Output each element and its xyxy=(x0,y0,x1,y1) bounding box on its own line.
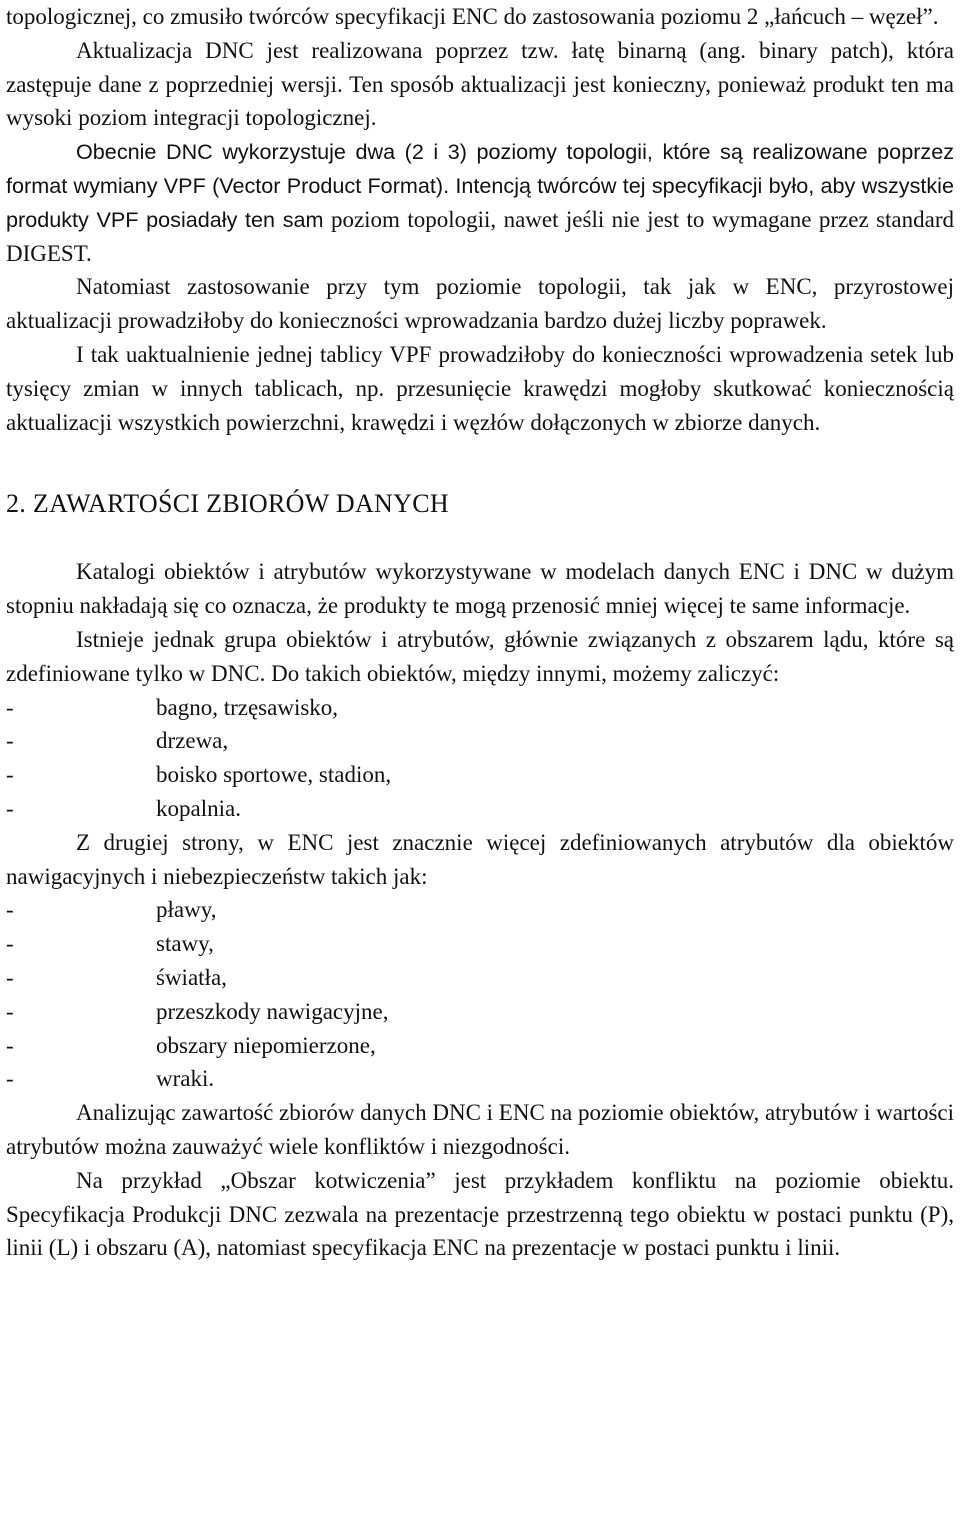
paragraph-intro-3 xyxy=(6,135,954,270)
list-item: - boisko sportowe, stadion, xyxy=(6,762,392,788)
paragraph-intro-4: Natomiast zastosowanie przy tym poziomie topologii, tak jak w ENC, przyrostowej aktualizacji prowadziłoby do konieczności wprowadzania bardzo dużej liczby poprawek. xyxy=(6,274,954,334)
section-heading: 2. ZAWARTOŚCI ZBIORÓW DANYCH xyxy=(6,489,449,519)
paragraph-intro-5: I tak uaktualnienie jednej tablicy VPF prowadziłoby do konieczności wprowadzenia setek lub tysięcy zmian w innych tablicach, np. przesunięcie krawędzi mogłoby skutkować koniecznością aktualizacji wszystkich powierzchni, krawędzi i węzłów dołączonych w zbiorze danych. xyxy=(6,341,954,435)
paragraph-section-3: Z drugiej strony, w ENC jest znacznie więcej zdefiniowanych atrybutów dla obiektów nawigacyjnych i niebezpieczeństw takich jak: xyxy=(6,829,954,889)
paragraph-section-5: Na przykład „Obszar kotwiczenia” jest przykładem konfliktu na poziomie obiektu. Specyfikacja Produkcji DNC zezwala na prezentacje przestrzenną tego obiektu w postaci punktu (P), linii (L) i obszaru (A), natomiast specyfikacja ENC na prezentacje w postaci punktu i linii. xyxy=(6,1167,954,1261)
paragraph-intro-3-serif: poziom topologii, nawet jeśli nie jest to wymagane przez standard DIGEST. xyxy=(6,206,954,266)
list-item: - stawy, xyxy=(6,931,214,957)
paragraph-section-2: Istnieje jednak grupa obiektów i atrybutów, głównie związanych z obszarem lądu, które są zdefiniowane tylko w DNC. Do takich obiektów, między innymi, możemy zaliczyć: xyxy=(6,626,954,686)
document-page xyxy=(6,0,954,1265)
list-item: - drzewa, xyxy=(6,728,229,754)
list-item: - pławy, xyxy=(6,897,217,923)
list-item: - bagno, trzęsawisko, xyxy=(6,694,339,720)
list-item: - światła, xyxy=(6,964,227,990)
paragraph-intro-1: topologicznej, co zmusiło twórców specyfikacji ENC do zastosowania poziomu 2 „łańcuch – węzeł”. xyxy=(6,4,939,29)
list-item: - przeszkody nawigacyjne, xyxy=(6,998,389,1024)
paragraph-intro-3-sans: Obecnie DNC wykorzystuje dwa (2 i 3) poziomy topologii, które są realizowane poprzez format wymiany VPF (Vector Product Format). Intencją twórców tej specyfikacji było, aby wszystkie produkty VPF posiadały ten sam xyxy=(6,139,954,232)
list-item: - obszary niepomierzone, xyxy=(6,1032,376,1058)
paragraph-section-4: Analizując zawartość zbiorów danych DNC i ENC na poziomie obiektów, atrybutów i wartości atrybutów można zauważyć wiele konfliktów i niezgodności. xyxy=(6,1100,955,1159)
list-item: - kopalnia. xyxy=(6,795,241,821)
paragraph-intro-2: Aktualizacja DNC jest realizowana poprzez tzw. łatę binarną (ang. binary patch), która zastępuje dane z poprzedniej wersji. Ten sposób aktualizacji jest konieczny, ponieważ produkt ten ma wysoki poziom integracji topologicznej. xyxy=(6,37,954,131)
list-item: - wraki. xyxy=(6,1066,215,1092)
land-objects-list xyxy=(6,691,954,826)
paragraph-section-1: Katalogi obiektów i atrybutów wykorzystywane w modelach danych ENC i DNC w dużym stopniu nakładają się co oznacza, że produkty te mogą przenosić mniej więcej te same informacje. xyxy=(6,559,954,619)
navigation-objects-list xyxy=(6,893,954,1096)
